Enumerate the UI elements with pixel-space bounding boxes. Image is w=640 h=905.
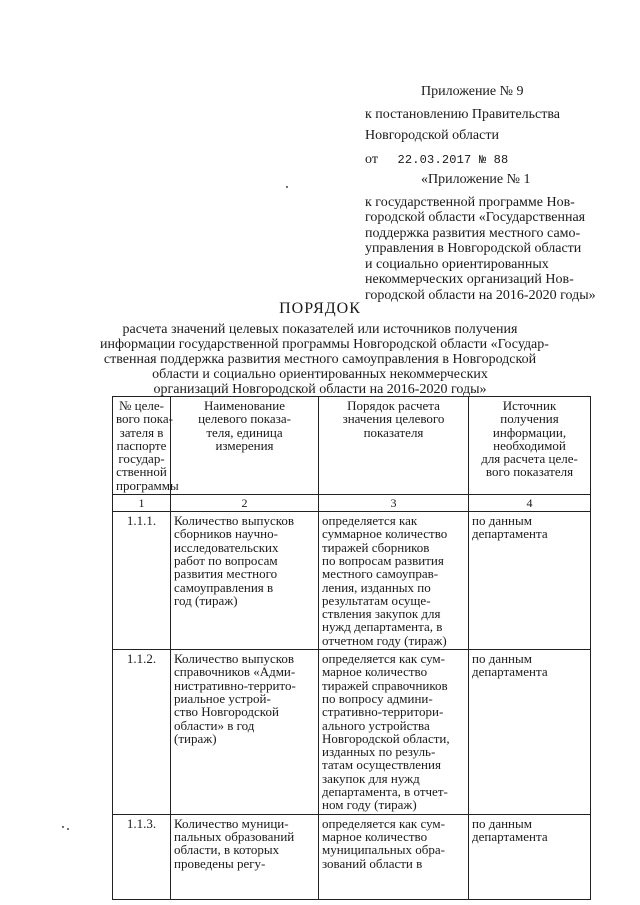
table-row (113, 512, 591, 650)
column-number-row (113, 495, 591, 512)
document-title: ПОРЯДОК (279, 300, 361, 317)
information-source: по данным департамента (469, 512, 591, 650)
subtitle-line: информации государственной программы Новгородской области «Государ- (100, 337, 549, 352)
sub-appendix-line: поддержка развития местного само- (365, 225, 581, 241)
sub-appendix-title: «Приложение № 1 (421, 172, 531, 187)
information-source: по данным департамента (469, 814, 591, 899)
information-source: по данным департамента (469, 650, 591, 815)
sub-appendix-block (365, 172, 596, 303)
subtitle-line: ственная поддержка развития местного самоуправления в Новгородской (103, 352, 537, 367)
appendix-line: к постановлению Правительства (365, 107, 561, 122)
indicator-number: 1.1.3. (113, 814, 171, 899)
calculation-method: определяется как сум- марное количество тиражей справочников по вопросу админи- стративно-территори- ального устройства Новгородской области, изданных по резуль- татам осуществления закупок для нужд департамента, в отчет- ном году (тираж) (319, 650, 469, 815)
subtitle-line: расчета значений целевых показателей или источников получения (122, 322, 518, 337)
table-row (113, 814, 591, 899)
column-number: 4 (469, 495, 591, 512)
header-cell-information-source: Источник получения информации, необходимой для расчета целе- вого показателя (469, 397, 591, 495)
sub-appendix-line: некоммерческих организаций Нов- (365, 272, 574, 287)
appendix-date-row (365, 150, 560, 170)
indicator-number: 1.1.1. (113, 512, 171, 650)
sub-appendix-line: управления в Новгородской области (365, 241, 582, 256)
column-number: 1 (113, 495, 171, 512)
table-row (113, 650, 591, 815)
calculation-method: определяется как суммарное количество тиражей сборников по вопросам развития местного самоуправ- ления, изданных по результатам осуще- ствления закупок для нужд департамента, в отчетном году (тираж) (319, 512, 469, 650)
header-cell-calculation-method: Порядок расчета значения целевого показателя (319, 397, 469, 495)
scan-speck (62, 826, 64, 828)
appendix-date-stamp: 22.03.2017 № 88 (397, 153, 509, 167)
scan-speck (286, 186, 288, 188)
column-number: 2 (171, 495, 319, 512)
calculation-method: определяется как сум- марное количество муниципальных обра- зований области в (319, 814, 469, 899)
appendix-title: Приложение № 9 (421, 84, 524, 99)
indicator-name: Количество выпусков сборников научно- исследовательских работ по вопросам развития местного самоуправления в год (тираж) (171, 512, 319, 650)
sub-appendix-line: городской области на 2016-2020 годы» (365, 287, 596, 303)
appendix-line: Новгородской области (365, 128, 499, 143)
subtitle-line: организаций Новгородской области на 2016-2020 годы» (153, 382, 487, 397)
document-subtitle (100, 322, 549, 397)
scan-speck (67, 828, 69, 830)
indicator-name: Количество муници- пальных образований области, в которых проведены регу- (171, 814, 319, 899)
header-cell-indicator-number: № целе- вого пока- зателя в паспорте государ- ственной программы (113, 397, 171, 495)
indicators-table (112, 396, 591, 900)
indicator-number: 1.1.2. (113, 650, 171, 815)
sub-appendix-line: и социально ориентированных (365, 256, 549, 272)
sub-appendix-line: к государственной программе Нов- (365, 194, 575, 210)
sub-appendix-line: городской области «Государственная (365, 210, 586, 225)
indicator-name: Количество выпусков справочников «Адми- нистративно-террито- риальное устрой- ство Новгородской области» в год (тираж) (171, 650, 319, 815)
appendix-block (365, 82, 560, 170)
subtitle-line: области и социально ориентированных некоммерческих (152, 367, 488, 382)
header-cell-indicator-name: Наименование целевого показа- теля, единица измерения (171, 397, 319, 495)
appendix-date-prefix: от (365, 152, 378, 167)
column-number: 3 (319, 495, 469, 512)
table-header-row (113, 397, 591, 495)
